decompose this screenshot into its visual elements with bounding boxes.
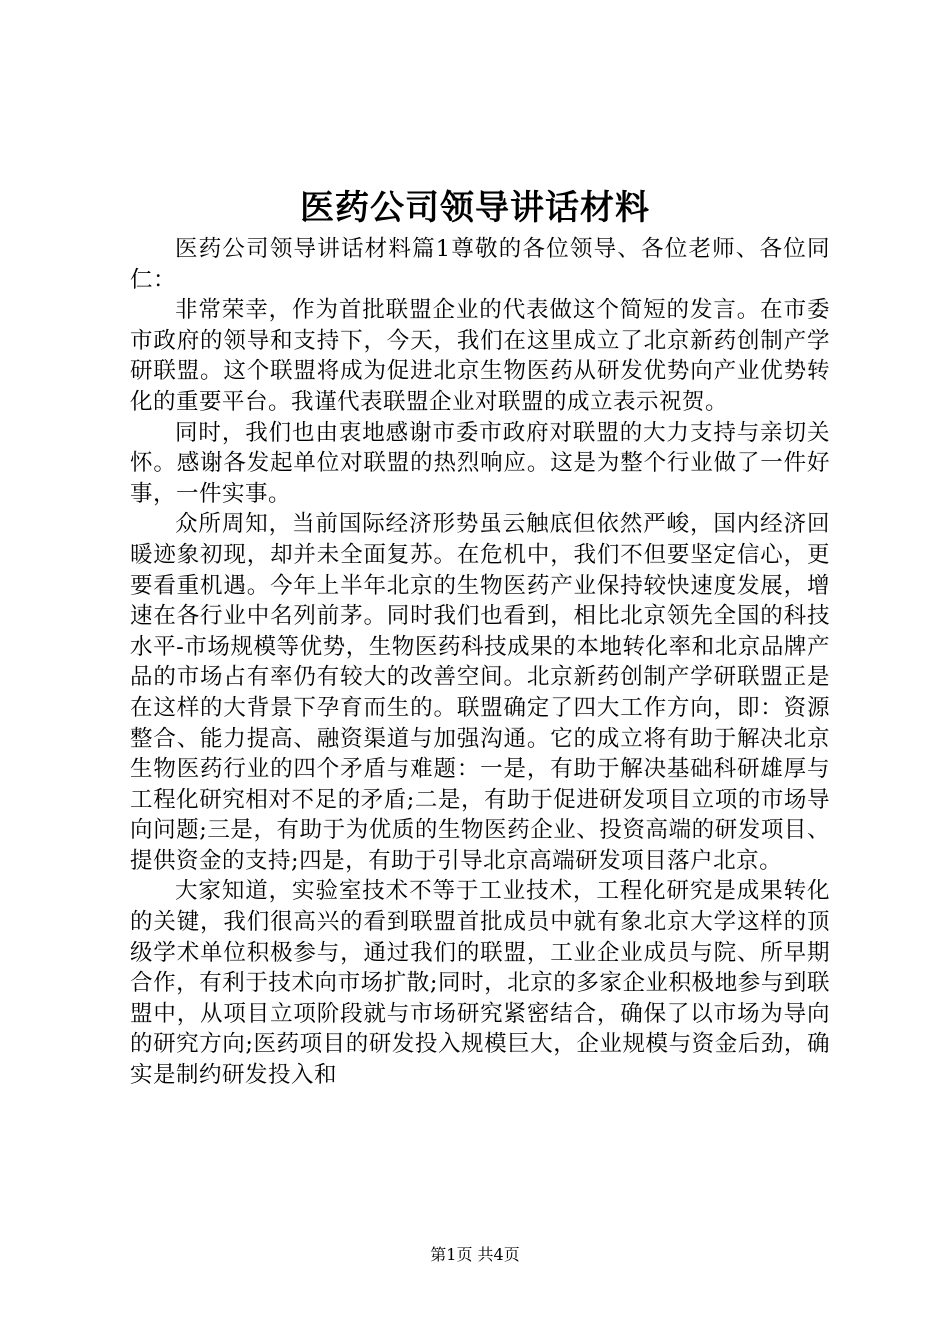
paragraph-1: 医药公司领导讲话材料篇1尊敬的各位领导、各位老师、各位同仁： — [130, 236, 830, 293]
paragraph-3: 同时，我们也由衷地感谢市委市政府对联盟的大力支持与亲切关怀。感谢各发起单位对联盟的热烈响应。这是为整个行业做了一件好事，一件实事。 — [130, 419, 830, 507]
paragraph-5: 大家知道，实验室技术不等于工业技术，工程化研究是成果转化的关键，我们很高兴的看到联盟首批成员中就有象北京大学这样的顶级学术单位积极参与，通过我们的联盟，工业企业成员与院、所早期合作，有利于技术向市场扩散;同时，北京的多家企业积极地参与到联盟中，从项目立项阶段就与市场研究紧密结合，确保了以市场为导向的研究方向;医药项目的研发投入规模巨大，企业规模与资金后劲，确实是制约研发投入和 — [130, 878, 830, 1089]
document-title: 医药公司领导讲话材料 — [300, 188, 650, 228]
paragraph-2: 非常荣幸，作为首批联盟企业的代表做这个简短的发言。在市委市政府的领导和支持下，今天，我们在这里成立了北京新药创制产学研联盟。这个联盟将成为促进北京生物医药从研发优势向产业优势转化的重要平台。我谨代表联盟企业对联盟的成立表示祝贺。 — [130, 297, 830, 415]
page-number-footer: 第1页 共4页 — [430, 1245, 520, 1264]
paragraph-4: 众所周知，当前国际经济形势虽云触底但依然严峻，国内经济回暖迹象初现，却并未全面复苏。在危机中，我们不但要坚定信心，更要看重机遇。今年上半年北京的生物医药产业保持较快速度发展，增速在各行业中名列前茅。同时我们也看到，相比北京领先全国的科技水平-市场规模等优势，生物医药科技成果的本地转化率和北京品牌产品的市场占有率仍有较大的改善空间。北京新药创制产学研联盟正是在这样的大背景下孕育而生的。联盟确定了四大工作方向，即：资源整合、能力提高、融资渠道与加强沟通。它的成立将有助于解决北京生物医药行业的四个矛盾与难题：一是，有助于解决基础科研雄厚与工程化研究相对不足的矛盾;二是，有助于促进研发项目立项的市场导向问题;三是，有助于为优质的生物医药企业、投资高端的研发项目、提供资金的支持;四是，有助于引导北京高端研发项目落户北京。 — [130, 511, 830, 874]
document-body — [130, 234, 830, 1091]
